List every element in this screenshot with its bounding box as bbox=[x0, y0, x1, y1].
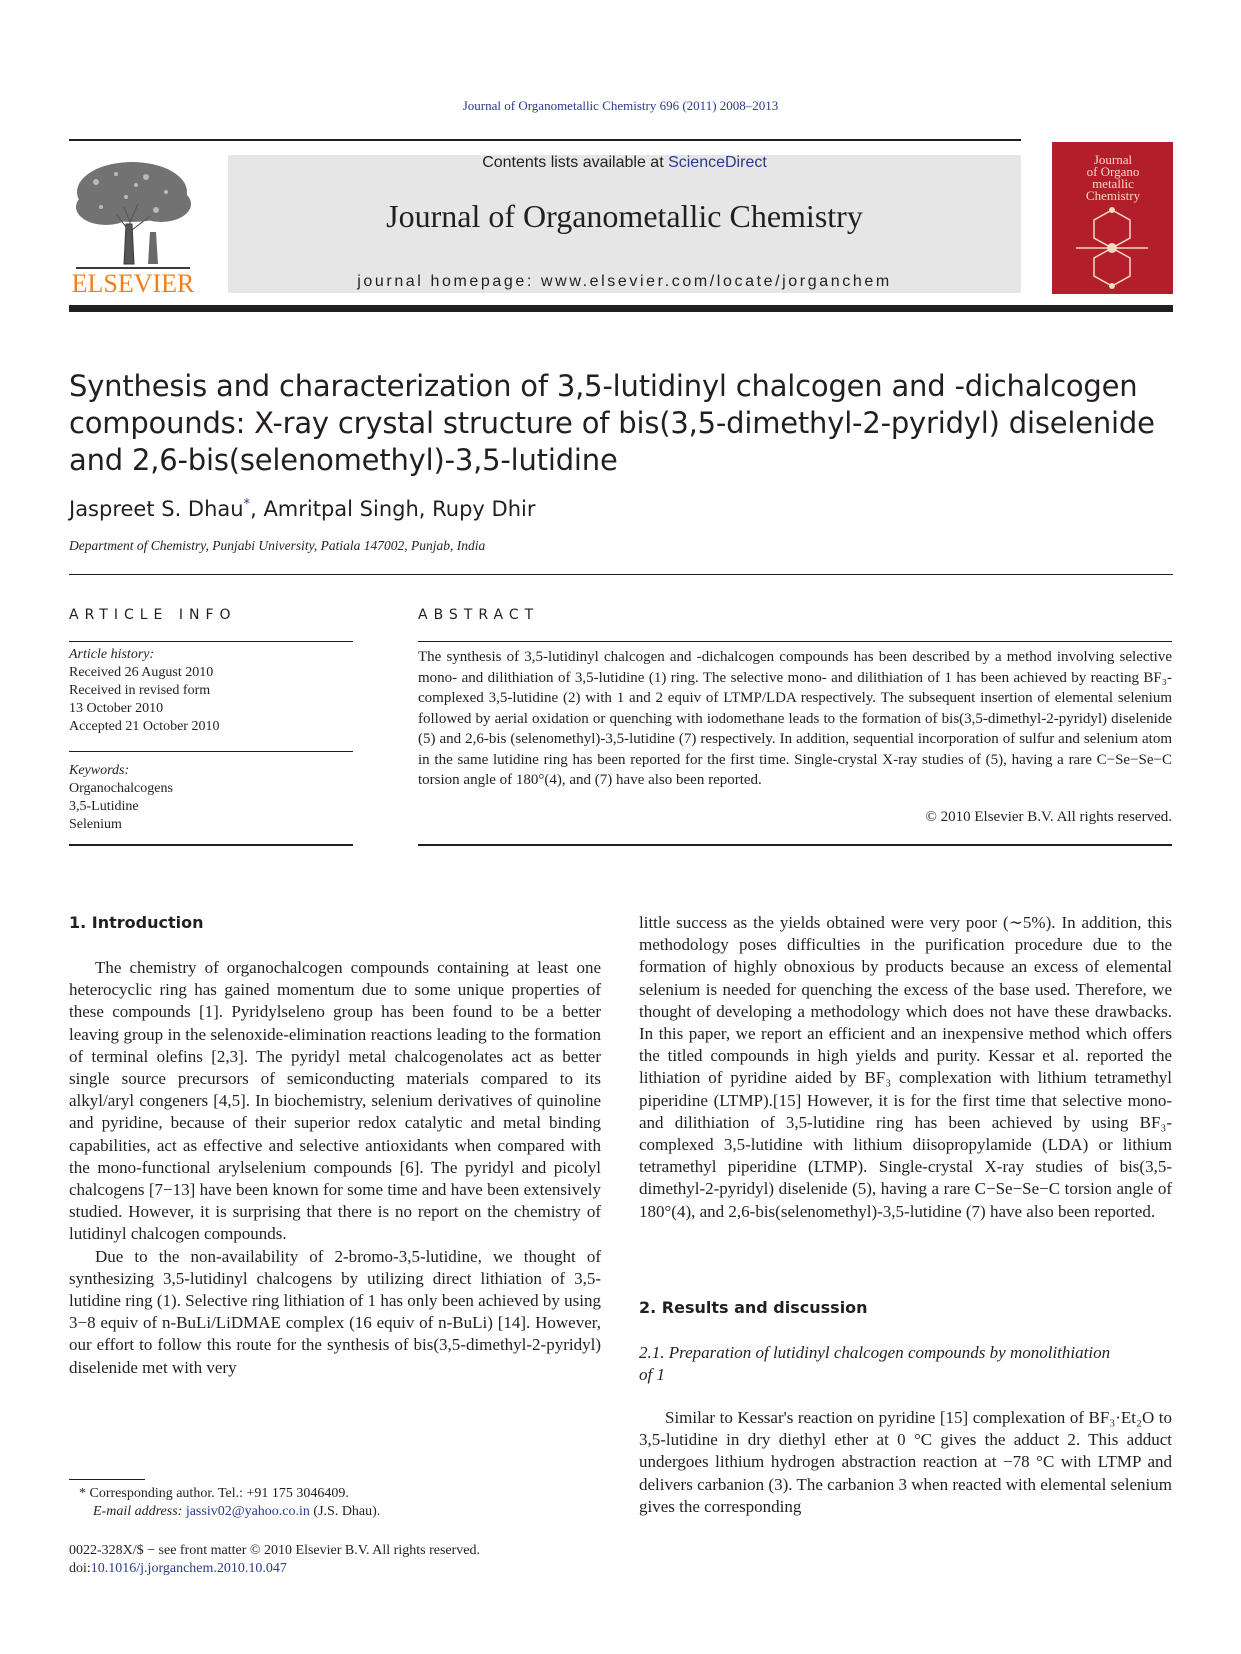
email-label: E-mail address: bbox=[93, 1504, 186, 1519]
section-heading-introduction: 1. Introduction bbox=[69, 913, 204, 932]
section-heading-results: 2. Results and discussion bbox=[639, 1298, 868, 1317]
right-column-top bbox=[639, 912, 1172, 1223]
doi-label: doi: bbox=[69, 1561, 91, 1576]
header-thick-rule bbox=[69, 305, 1173, 312]
elsevier-logo bbox=[66, 152, 200, 297]
elsevier-wordmark: ELSEVIER bbox=[71, 269, 195, 297]
article-title: Synthesis and characterization of 3,5-lutidinyl chalcogen and -dichalcogen compounds: X-ray crystal structure of bis(3,5-dimethyl-2-pyridyl) diselenide and 2,6-bis(selenomethyl)-3,5-lutidine bbox=[69, 369, 1155, 477]
author-list bbox=[69, 497, 535, 521]
info-rule-top bbox=[69, 641, 353, 642]
keyword: 3,5-Lutidine bbox=[69, 799, 139, 814]
footnote-rule bbox=[69, 1479, 145, 1480]
keywords bbox=[69, 762, 349, 834]
doi-line bbox=[69, 1560, 480, 1578]
corresponding-author-mark[interactable]: * bbox=[243, 497, 251, 512]
email-suffix: (J.S. Dhau). bbox=[309, 1504, 381, 1519]
intro-paragraph: The chemistry of organochalcogen compounds containing at least one heterocyclic ring has gained momentum due to some unique properties of these compounds [1]. Pyridylseleno group has been found to be a better leaving group in the selenoxide-elimination reactions leading to the formation of terminal olefins [2,3]. The pyridyl metal chalcogenolates act as better single source precursors of semiconducting materials compared to its alkyl/aryl congeners [4,5]. In biochemistry, selenium derivatives of quinoline and pyridine, because of their superior redox catalytic and metal binding capabilities, act as effective and selective antioxidants when compared with the mono-functional arylselenium compounds [6]. The pyridyl and picolyl chalcogens [7−13] have been known for some time and have been extensively studied. However, it is surprising that there is no report on the chemistry of lutidinyl chalcogen compounds. bbox=[69, 958, 601, 1244]
article-history bbox=[69, 646, 349, 736]
banner-text bbox=[228, 0, 1021, 310]
abstract-rule-bottom bbox=[418, 844, 1172, 846]
elsevier-tree-icon bbox=[66, 152, 200, 297]
keyword: Organochalcogens bbox=[69, 781, 173, 796]
sciencedirect-link[interactable]: ScienceDirect bbox=[668, 154, 767, 171]
abstract-caption: ABSTRACT bbox=[418, 607, 540, 623]
contents-availability bbox=[228, 154, 1021, 172]
history-item: 13 October 2010 bbox=[69, 701, 164, 716]
footnote-email-line bbox=[79, 1503, 380, 1521]
author-rest[interactable]: , Amritpal Singh, Rupy Dhir bbox=[250, 497, 536, 521]
journal-name: Journal of Organometallic Chemistry bbox=[386, 198, 863, 234]
email-link[interactable]: jassiv02@yahoo.co.in bbox=[185, 1504, 310, 1519]
abstract-copyright: © 2010 Elsevier B.V. All rights reserved. bbox=[925, 809, 1172, 825]
section-rule bbox=[69, 574, 1173, 575]
intro-paragraph: Due to the non-availability of 2-bromo-3,5-lutidine, we thought of synthesizing 3,5-lutidinyl chalcogens by utilizing direct lithiation of 3,5-lutidine ring (1). Selective ring lithiation of 1 has only been achieved by using 3−8 equiv of n-BuLi/LiDMAE complex (16 equiv of n-BuLi) [14]. However, our effort to follow this route for the synthesis of bis(3,5-dimethyl-2-pyridyl) diselenide met with very bbox=[69, 1246, 601, 1377]
info-rule-bottom bbox=[69, 844, 353, 846]
history-item: Received 26 August 2010 bbox=[69, 665, 214, 680]
abstract-rule-top bbox=[418, 641, 1172, 642]
footnote bbox=[79, 1485, 380, 1521]
author-first[interactable]: Jaspreet S. Dhau bbox=[69, 497, 244, 521]
journal-citation[interactable]: Journal of Organometallic Chemistry 696 (2011) 2008–2013 bbox=[462, 98, 779, 113]
body-paragraph: Similar to Kessar's reaction on pyridine [15] complexation of BF₃·Et₂O to 3,5-lutidine in dry diethyl ether at 0 °C gives the adduct 2. This adduct undergoes lithium hydrogen abstraction reaction at −78 °C with LTMP and delivers carbanion (3). The carbanion 3 when reacted with elemental selenium gives the corresponding bbox=[639, 1408, 1172, 1516]
journal-cover[interactable] bbox=[1052, 142, 1173, 294]
article-info-caption: ARTICLE INFO bbox=[69, 607, 237, 623]
right-column-bottom bbox=[639, 1407, 1172, 1518]
left-column bbox=[69, 957, 601, 1379]
info-rule-divider bbox=[69, 751, 353, 752]
issn-line: 0022-328X/$ − see front matter © 2010 Elsevier B.V. All rights reserved. bbox=[69, 1543, 480, 1558]
subsection-heading: 2.1. Preparation of lutidinyl chalcogen compounds by monolithiation of 1 bbox=[639, 1343, 1111, 1384]
journal-homepage[interactable]: journal homepage: www.elsevier.com/locate/jorganchem bbox=[357, 273, 892, 290]
keywords-label: Keywords: bbox=[69, 763, 130, 778]
history-item: Accepted 21 October 2010 bbox=[69, 719, 220, 734]
footnote-corresponding: * Corresponding author. Tel.: +91 175 3046409. bbox=[79, 1486, 349, 1501]
contents-prefix: Contents lists available at bbox=[482, 154, 669, 171]
affiliation: Department of Chemistry, Punjabi University, Patiala 147002, Punjab, India bbox=[69, 538, 486, 553]
history-label: Article history: bbox=[69, 647, 155, 662]
keyword: Selenium bbox=[69, 817, 122, 832]
history-item: Received in revised form bbox=[69, 683, 211, 698]
issn-block bbox=[69, 1542, 480, 1578]
molecule-icon bbox=[1072, 202, 1152, 292]
abstract-text: The synthesis of 3,5-lutidinyl chalcogen and -dichalcogen compounds has been described by a method involving selective mono- and dilithiation of 3,5-lutidine (1) ring. The selective mono- and dilithiation of 1 has been achieved by reacting BF₃-complexed 3,5-lutidine (2) with 1 and 2 equiv of LTMP/LDA respectively. The subsequent insertion of elemental selenium followed by aerial oxidation or quenching with iodomethane leads to the formation of bis(3,5-dimethyl-2-pyridyl) diselenide (5) and 2,6-bis (selenomethyl)-3,5-lutidine (7) respectively. In addition, sequential incorporation of sulfur and selenium atom in the same lutidine ring has been reported for the first time. Single-crystal X-ray studies of (5), having a rare C−Se−Se−C torsion angle of 180°(4), and (7) have also been reported. bbox=[418, 649, 1172, 788]
doi-link[interactable]: 10.1016/j.jorganchem.2010.10.047 bbox=[90, 1561, 287, 1576]
cover-title: Journal of Organo metallic Chemistry bbox=[1085, 152, 1141, 203]
body-paragraph: little success as the yields obtained were very poor (∼5%). In addition, this methodology poses difficulties in the purification procedure due to the formation of highly obnoxious by products because an excess of elemental selenium is needed for quenching the excess of the base used. Therefore, we thought of developing a methodology which does not have these drawbacks. In this paper, we report an efficient and an inexpensive method which offers the titled compounds in high yields and purity. Kessar et al. reported the lithiation of pyridine aided by BF₃ complexation with lithium tetramethyl piperidine (LTMP).[15] However, it is for the first time that selective mono- and dilithiation of 3,5-lutidine ring has been achieved by using BF₃-complexed 3,5-lutidine with lithium diisopropylamide (LDA) or lithium tetramethyl piperidine (LTMP). Single-crystal X-ray studies of bis(3,5-dimethyl-2-pyridyl) diselenide (5), having a rare C−Se−Se−C torsion angle of 180°(4), and 2,6-bis(selenomethyl)-3,5-lutidine (7) have also been reported. bbox=[639, 913, 1172, 1221]
